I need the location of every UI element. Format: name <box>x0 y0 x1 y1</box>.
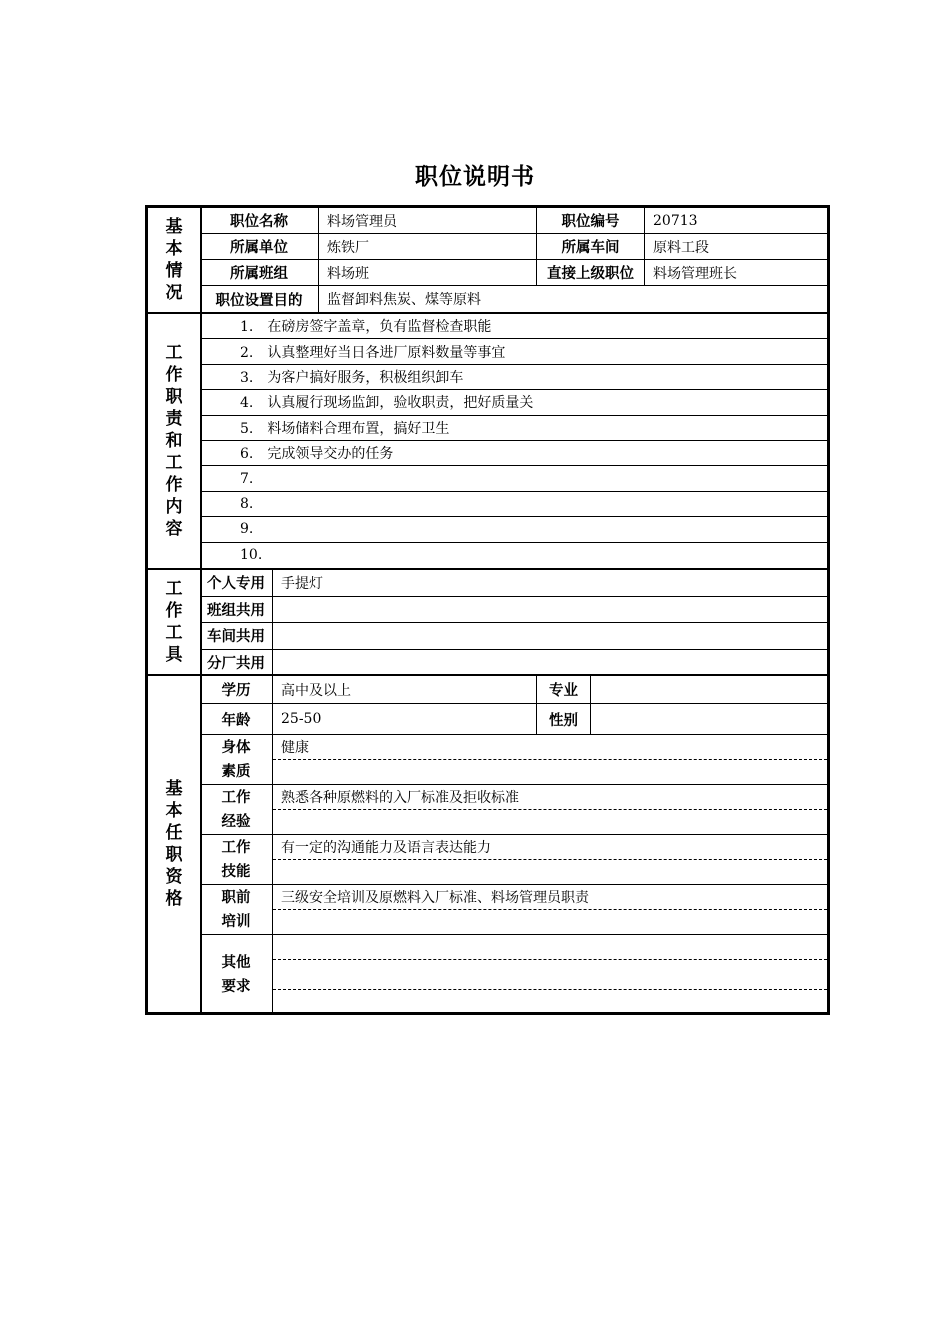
training-value: 三级安全培训及原燃料入厂标准、料场管理员职责 <box>281 890 589 906</box>
position-name-value: 料场管理员 <box>318 208 536 233</box>
skills-value: 有一定的沟通能力及语言表达能力 <box>281 840 491 856</box>
tool-value <box>272 650 827 677</box>
duty-row: 8. <box>200 492 827 517</box>
unit-value: 炼铁厂 <box>318 234 536 259</box>
skills-value-cell <box>272 835 827 884</box>
tool-label: 车间共用 <box>207 629 265 646</box>
section-label-qualifications: 基本任职资格 <box>148 676 202 1012</box>
superior-value: 料场管理班长 <box>644 260 827 285</box>
education-label: 学历 <box>221 683 251 699</box>
experience-value: 熟悉各种原燃料的入厂标准及拒收标准 <box>281 790 519 806</box>
other-value-cell <box>272 935 827 1014</box>
position-code-label: 职位编号 <box>536 208 644 233</box>
tool-row <box>200 597 827 624</box>
job-description-form <box>145 205 830 1015</box>
row-team <box>200 260 827 286</box>
row-physical <box>200 735 827 785</box>
dashed-line <box>273 989 827 990</box>
duty-row: 7. <box>200 466 827 491</box>
row-purpose <box>200 286 827 312</box>
position-name-label: 职位名称 <box>230 214 288 230</box>
other-label: 其他 要求 <box>221 954 251 995</box>
row-age <box>200 704 827 735</box>
team-value: 料场班 <box>318 260 536 285</box>
physical-value: 健康 <box>281 740 309 756</box>
experience-value-cell <box>272 785 827 834</box>
section-basic-info <box>148 208 827 312</box>
row-experience <box>200 785 827 835</box>
team-label: 所属班组 <box>230 266 288 282</box>
duty-row: 5. 料场储料合理布置，搞好卫生 <box>200 416 827 441</box>
section-label-basic: 基本情况 <box>148 208 202 312</box>
workshop-value: 原料工段 <box>644 234 827 259</box>
tool-row <box>200 623 827 650</box>
tool-row <box>200 650 827 677</box>
age-label: 年龄 <box>221 712 251 729</box>
row-skills <box>200 835 827 885</box>
dashed-line <box>273 809 827 810</box>
tool-label: 班组共用 <box>207 602 265 619</box>
purpose-value: 监督卸料焦炭、煤等原料 <box>318 286 827 312</box>
purpose-label: 职位设置目的 <box>215 292 303 309</box>
tool-label: 分厂共用 <box>207 656 265 673</box>
page-title: 职位说明书 <box>415 164 535 190</box>
superior-label: 直接上级职位 <box>536 260 644 285</box>
skills-label: 工作 技能 <box>221 839 251 880</box>
tool-value <box>272 597 827 623</box>
section-tools <box>148 568 827 674</box>
dashed-line <box>273 959 827 960</box>
other-value <box>273 935 281 937</box>
major-value <box>590 676 827 703</box>
duty-row: 3. 为客户搞好服务，积极组织卸车 <box>200 365 827 390</box>
duty-row: 1. 在磅房签字盖章，负有监督检查职能 <box>200 314 827 339</box>
row-other <box>200 935 827 1014</box>
row-training <box>200 885 827 935</box>
education-value: 高中及以上 <box>272 676 536 703</box>
gender-value <box>590 704 827 734</box>
workshop-label: 所属车间 <box>536 234 644 259</box>
training-value-cell <box>272 885 827 934</box>
section-label-duties: 工作职责和工作内容 <box>148 314 202 568</box>
position-code-value: 20713 <box>644 208 827 233</box>
tool-value: 手提灯 <box>272 570 827 596</box>
duty-row: 4. 认真履行现场监卸，验收职责，把好质量关 <box>200 390 827 415</box>
duty-row: 6. 完成领导交办的任务 <box>200 441 827 466</box>
unit-label: 所属单位 <box>230 240 288 256</box>
tool-value <box>272 623 827 649</box>
experience-label: 工作 经验 <box>221 789 251 830</box>
section-duties <box>148 312 827 568</box>
row-position-name <box>200 208 827 234</box>
section-qualifications <box>148 674 827 1012</box>
dashed-line <box>273 759 827 760</box>
training-label: 职前 培训 <box>221 889 251 930</box>
dashed-line <box>273 859 827 860</box>
gender-label: 性别 <box>536 704 590 734</box>
duty-row: 10. <box>240 547 263 564</box>
duty-row: 2. 认真整理好当日各进厂原料数量等事宜 <box>200 339 827 364</box>
major-label: 专业 <box>536 676 590 703</box>
row-unit <box>200 234 827 260</box>
age-value: 25-50 <box>272 704 536 734</box>
physical-value-cell <box>272 735 827 784</box>
physical-label: 身体 素质 <box>221 739 251 780</box>
tool-label: 个人专用 <box>207 576 265 593</box>
section-label-tools: 工作工具 <box>148 570 202 674</box>
row-education <box>200 676 827 704</box>
duty-row: 9. <box>200 517 827 542</box>
tool-row <box>200 570 827 597</box>
dashed-line <box>273 909 827 910</box>
